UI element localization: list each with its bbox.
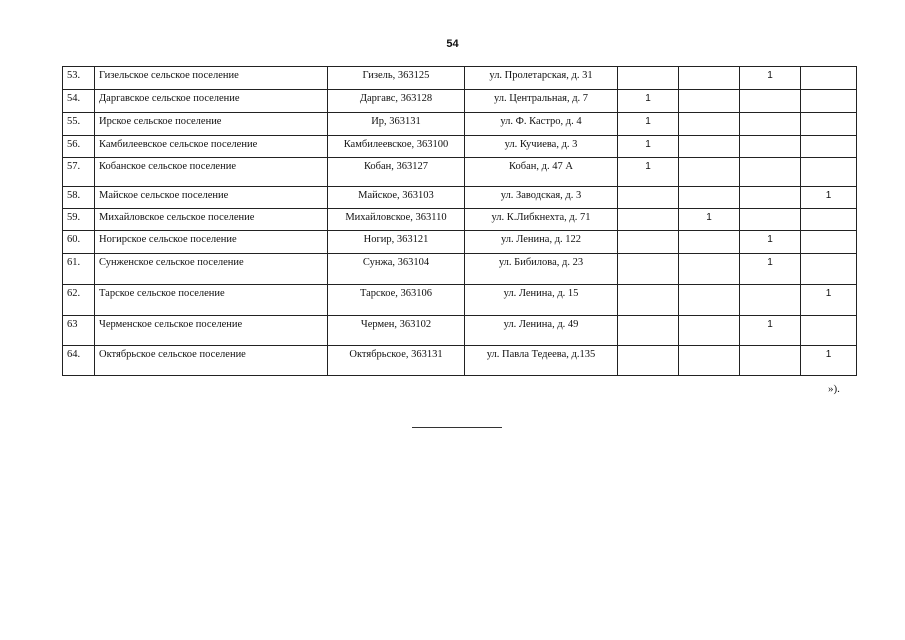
- mark-cell-3: [740, 346, 801, 376]
- table-row: [63, 136, 857, 158]
- mark-cell-3: 1: [740, 316, 801, 346]
- settlement-name-cell: Даргавское сельское поселение: [95, 90, 328, 113]
- mark-cell-1: [618, 346, 679, 376]
- mark-cell-4: 1: [801, 285, 857, 316]
- settlement-name-cell: Тарское сельское поселение: [95, 285, 328, 316]
- address-cell: ул. Ленина, д. 122: [465, 231, 618, 254]
- address-cell: ул. Ленина, д. 49: [465, 316, 618, 346]
- mark-cell-4: [801, 136, 857, 158]
- mark-cell-2: [679, 67, 740, 90]
- mark-cell-3: 1: [740, 67, 801, 90]
- admin-center-cell: Ир, 363131: [328, 113, 465, 136]
- admin-center-cell: Сунжа, 363104: [328, 254, 465, 285]
- mark-cell-2: [679, 316, 740, 346]
- address-cell: ул. Бибилова, д. 23: [465, 254, 618, 285]
- mark-cell-3: [740, 187, 801, 209]
- address-cell: Кобан, д. 47 А: [465, 158, 618, 187]
- settlement-name-cell: Гизельское сельское поселение: [95, 67, 328, 90]
- mark-cell-2: [679, 158, 740, 187]
- mark-cell-2: 1: [679, 209, 740, 231]
- table-row: [63, 158, 857, 187]
- mark-cell-4: [801, 316, 857, 346]
- row-number-cell: 54.: [63, 90, 95, 113]
- admin-center-cell: Октябрьское, 363131: [328, 346, 465, 376]
- closing-quote-mark: »).: [828, 383, 840, 395]
- row-number-cell: 58.: [63, 187, 95, 209]
- admin-center-cell: Тарское, 363106: [328, 285, 465, 316]
- address-cell: ул. К.Либкнехта, д. 71: [465, 209, 618, 231]
- table-row: [63, 254, 857, 285]
- mark-cell-1: [618, 209, 679, 231]
- mark-cell-3: [740, 209, 801, 231]
- address-cell: ул. Кучиева, д. 3: [465, 136, 618, 158]
- mark-cell-1: 1: [618, 136, 679, 158]
- mark-cell-1: [618, 316, 679, 346]
- settlement-name-cell: Ногирское сельское поселение: [95, 231, 328, 254]
- settlement-name-cell: Камбилеевское сельское поселение: [95, 136, 328, 158]
- admin-center-cell: Михайловское, 363110: [328, 209, 465, 231]
- row-number-cell: 62.: [63, 285, 95, 316]
- mark-cell-1: [618, 67, 679, 90]
- table-row: [63, 231, 857, 254]
- row-number-cell: 63: [63, 316, 95, 346]
- admin-center-cell: Чермен, 363102: [328, 316, 465, 346]
- address-cell: ул. Центральная, д. 7: [465, 90, 618, 113]
- mark-cell-4: [801, 254, 857, 285]
- mark-cell-3: 1: [740, 231, 801, 254]
- admin-center-cell: Ногир, 363121: [328, 231, 465, 254]
- table-row: [63, 209, 857, 231]
- table-row: [63, 113, 857, 136]
- settlement-name-cell: Ирское сельское поселение: [95, 113, 328, 136]
- mark-cell-1: 1: [618, 90, 679, 113]
- settlement-name-cell: Черменское сельское поселение: [95, 316, 328, 346]
- table-row: [63, 67, 857, 90]
- mark-cell-1: [618, 254, 679, 285]
- admin-center-cell: Камбилеевское, 363100: [328, 136, 465, 158]
- row-number-cell: 55.: [63, 113, 95, 136]
- row-number-cell: 53.: [63, 67, 95, 90]
- settlement-name-cell: Октябрьское сельское поселение: [95, 346, 328, 376]
- mark-cell-1: [618, 285, 679, 316]
- admin-center-cell: Кобан, 363127: [328, 158, 465, 187]
- table-row: [63, 285, 857, 316]
- mark-cell-4: [801, 90, 857, 113]
- address-cell: ул. Ленина, д. 15: [465, 285, 618, 316]
- row-number-cell: 64.: [63, 346, 95, 376]
- settlements-table: [62, 66, 857, 376]
- settlement-name-cell: Кобанское сельское поселение: [95, 158, 328, 187]
- settlement-name-cell: Михайловское сельское поселение: [95, 209, 328, 231]
- settlements-table-body: [63, 67, 857, 376]
- row-number-cell: 60.: [63, 231, 95, 254]
- row-number-cell: 61.: [63, 254, 95, 285]
- mark-cell-4: 1: [801, 187, 857, 209]
- table-row: [63, 316, 857, 346]
- mark-cell-3: [740, 113, 801, 136]
- mark-cell-2: [679, 136, 740, 158]
- mark-cell-4: [801, 67, 857, 90]
- admin-center-cell: Гизель, 363125: [328, 67, 465, 90]
- mark-cell-2: [679, 90, 740, 113]
- table-row: [63, 90, 857, 113]
- row-number-cell: 57.: [63, 158, 95, 187]
- mark-cell-1: [618, 187, 679, 209]
- mark-cell-1: 1: [618, 113, 679, 136]
- address-cell: ул. Ф. Кастро, д. 4: [465, 113, 618, 136]
- mark-cell-1: [618, 231, 679, 254]
- settlement-name-cell: Сунженское сельское поселение: [95, 254, 328, 285]
- table-row: [63, 346, 857, 376]
- address-cell: ул. Заводская, д. 3: [465, 187, 618, 209]
- mark-cell-3: 1: [740, 254, 801, 285]
- settlement-name-cell: Майское сельское поселение: [95, 187, 328, 209]
- row-number-cell: 59.: [63, 209, 95, 231]
- mark-cell-4: 1: [801, 346, 857, 376]
- mark-cell-4: [801, 209, 857, 231]
- mark-cell-3: [740, 90, 801, 113]
- row-number-cell: 56.: [63, 136, 95, 158]
- mark-cell-2: [679, 254, 740, 285]
- mark-cell-2: [679, 187, 740, 209]
- footer-divider: [412, 427, 502, 428]
- mark-cell-2: [679, 346, 740, 376]
- address-cell: ул. Пролетарская, д. 31: [465, 67, 618, 90]
- mark-cell-2: [679, 285, 740, 316]
- mark-cell-4: [801, 158, 857, 187]
- address-cell: ул. Павла Тедеева, д.135: [465, 346, 618, 376]
- mark-cell-3: [740, 158, 801, 187]
- mark-cell-3: [740, 136, 801, 158]
- admin-center-cell: Даргавс, 363128: [328, 90, 465, 113]
- page-number: 54: [446, 38, 459, 50]
- table-row: [63, 187, 857, 209]
- mark-cell-2: [679, 231, 740, 254]
- mark-cell-4: [801, 231, 857, 254]
- mark-cell-3: [740, 285, 801, 316]
- mark-cell-4: [801, 113, 857, 136]
- admin-center-cell: Майское, 363103: [328, 187, 465, 209]
- mark-cell-1: 1: [618, 158, 679, 187]
- mark-cell-2: [679, 113, 740, 136]
